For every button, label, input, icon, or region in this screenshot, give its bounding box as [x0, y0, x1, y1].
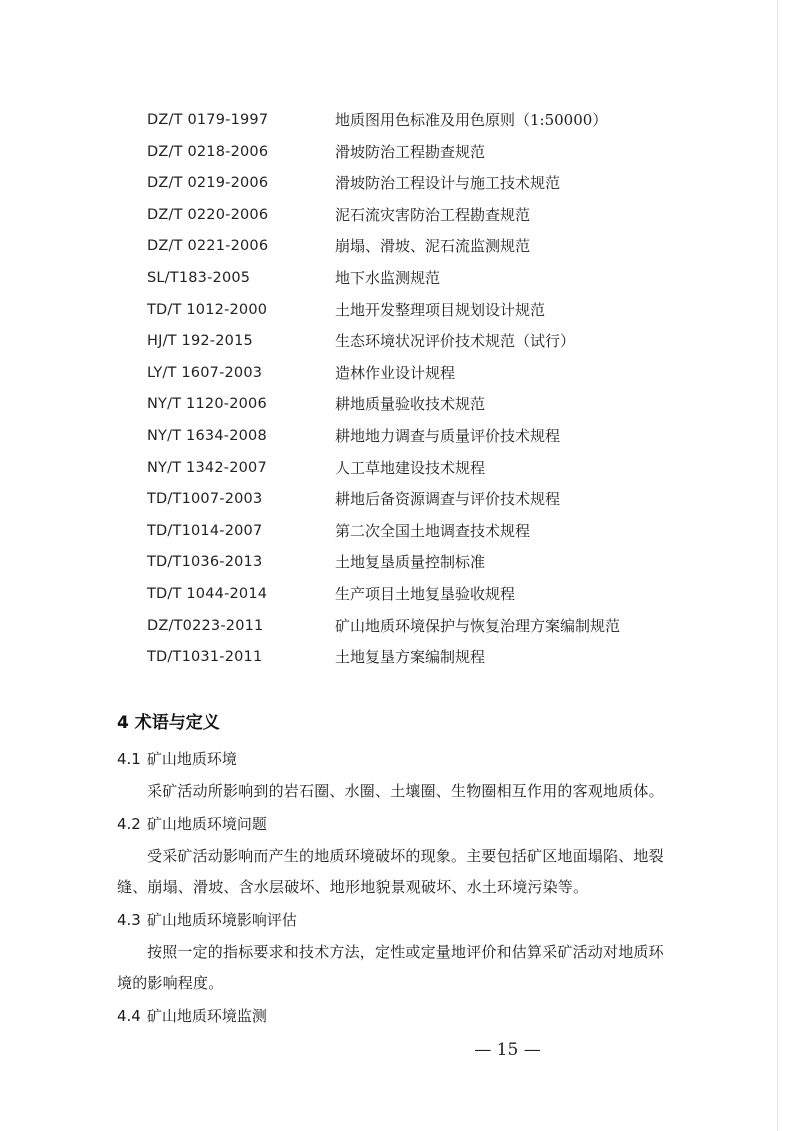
reference-title: 滑坡防治工程设计与施工技术规范 [335, 174, 561, 193]
reference-row [147, 547, 667, 579]
reference-row [147, 611, 667, 643]
term-name: 矿山地质环境监测 [146, 1007, 267, 1025]
reference-title: 耕地后备资源调查与评价技术规程 [335, 490, 561, 509]
page-edge-line [777, 0, 778, 1131]
reference-title: 造林作业设计规程 [335, 363, 456, 382]
reference-code: NY/T 1342-2007 [147, 459, 267, 476]
term-heading [117, 903, 677, 937]
reference-code: DZ/T 0221-2006 [147, 238, 269, 255]
reference-row [147, 358, 667, 390]
term-number: 4.2 [117, 815, 141, 833]
reference-row [147, 421, 667, 453]
reference-code: TD/T1014-2007 [147, 522, 263, 539]
normative-references-list [147, 105, 667, 674]
reference-title: 生产项目土地复垦验收规程 [335, 584, 516, 603]
reference-row [147, 137, 667, 169]
term-definition: 受采矿活动影响而产生的地质环境破坏的现象。主要包括矿区地面塌陷、地裂缝、崩塌、滑坡、含水层破坏、地形地貌景观破坏、水土环境污染等。 [117, 847, 664, 896]
reference-row [147, 579, 667, 611]
reference-code: HJ/T 192-2015 [147, 333, 253, 350]
reference-row [147, 484, 667, 516]
reference-row [147, 263, 667, 295]
reference-row [147, 516, 667, 548]
reference-title: 人工草地建设技术规程 [335, 458, 486, 477]
reference-code: TD/T 1044-2014 [147, 585, 268, 602]
reference-title: 土地复垦质量控制标准 [335, 553, 486, 572]
reference-code: SL/T183-2005 [147, 269, 251, 286]
reference-title: 泥石流灾害防治工程勘查规范 [335, 205, 531, 224]
reference-code: LY/T 1607-2003 [147, 364, 263, 381]
reference-code: DZ/T0223-2011 [147, 617, 264, 634]
reference-title: 生态环境状况评价技术规范（试行） [335, 332, 576, 351]
reference-title: 地质图用色标准及用色原则（1:50000） [335, 111, 608, 129]
reference-code: NY/T 1634-2008 [147, 427, 267, 444]
reference-row [147, 453, 667, 485]
reference-title: 崩塌、滑坡、泥石流监测规范 [335, 237, 531, 256]
reference-title: 土地复垦方案编制规程 [335, 648, 486, 667]
reference-row [147, 168, 667, 200]
reference-title: 土地开发整理项目规划设计规范 [335, 300, 546, 319]
term-definition: 按照一定的指标要求和技术方法，定性或定量地评价和估算采矿活动对地质环境的影响程度。 [117, 943, 664, 992]
reference-row [147, 326, 667, 358]
reference-code: DZ/T 0179-1997 [147, 112, 269, 128]
reference-title: 耕地质量验收技术规范 [335, 395, 486, 414]
reference-row [147, 231, 667, 263]
reference-row [147, 389, 667, 421]
term-name: 矿山地质环境 [146, 750, 237, 768]
term-heading [117, 742, 677, 776]
reference-title: 滑坡防治工程勘查规范 [335, 142, 486, 161]
reference-row [147, 295, 667, 327]
term-name: 矿山地质环境影响评估 [146, 911, 297, 929]
term-number: 4.3 [117, 911, 141, 929]
page-number: — 15 — [474, 1040, 541, 1060]
terms-definitions [117, 742, 677, 1033]
reference-row [147, 200, 667, 232]
section-heading: 4 术语与定义 [117, 713, 220, 733]
reference-title: 第二次全国土地调查技术规程 [335, 521, 531, 540]
term-name: 矿山地质环境问题 [146, 815, 267, 833]
reference-code: DZ/T 0220-2006 [147, 206, 269, 223]
reference-code: DZ/T 0218-2006 [147, 143, 269, 160]
reference-code: TD/T1036-2013 [147, 554, 263, 571]
reference-row [147, 105, 667, 137]
reference-title: 地下水监测规范 [335, 268, 441, 287]
term-number: 4.4 [117, 1007, 141, 1025]
reference-code: TD/T1031-2011 [147, 649, 263, 666]
reference-title: 矿山地质环境保护与恢复治理方案编制规范 [335, 616, 621, 635]
term-heading [117, 999, 677, 1033]
term-heading [117, 807, 677, 841]
reference-row [147, 642, 667, 674]
term-definition: 采矿活动所影响到的岩石圈、水圈、土壤圈、生物圈相互作用的客观地质体。 [147, 782, 664, 800]
reference-code: NY/T 1120-2006 [147, 396, 267, 413]
term-number: 4.1 [117, 750, 141, 768]
reference-code: DZ/T 0219-2006 [147, 175, 269, 192]
reference-code: TD/T 1012-2000 [147, 301, 268, 318]
reference-title: 耕地地力调查与质量评价技术规程 [335, 426, 561, 445]
reference-code: TD/T1007-2003 [147, 491, 263, 508]
